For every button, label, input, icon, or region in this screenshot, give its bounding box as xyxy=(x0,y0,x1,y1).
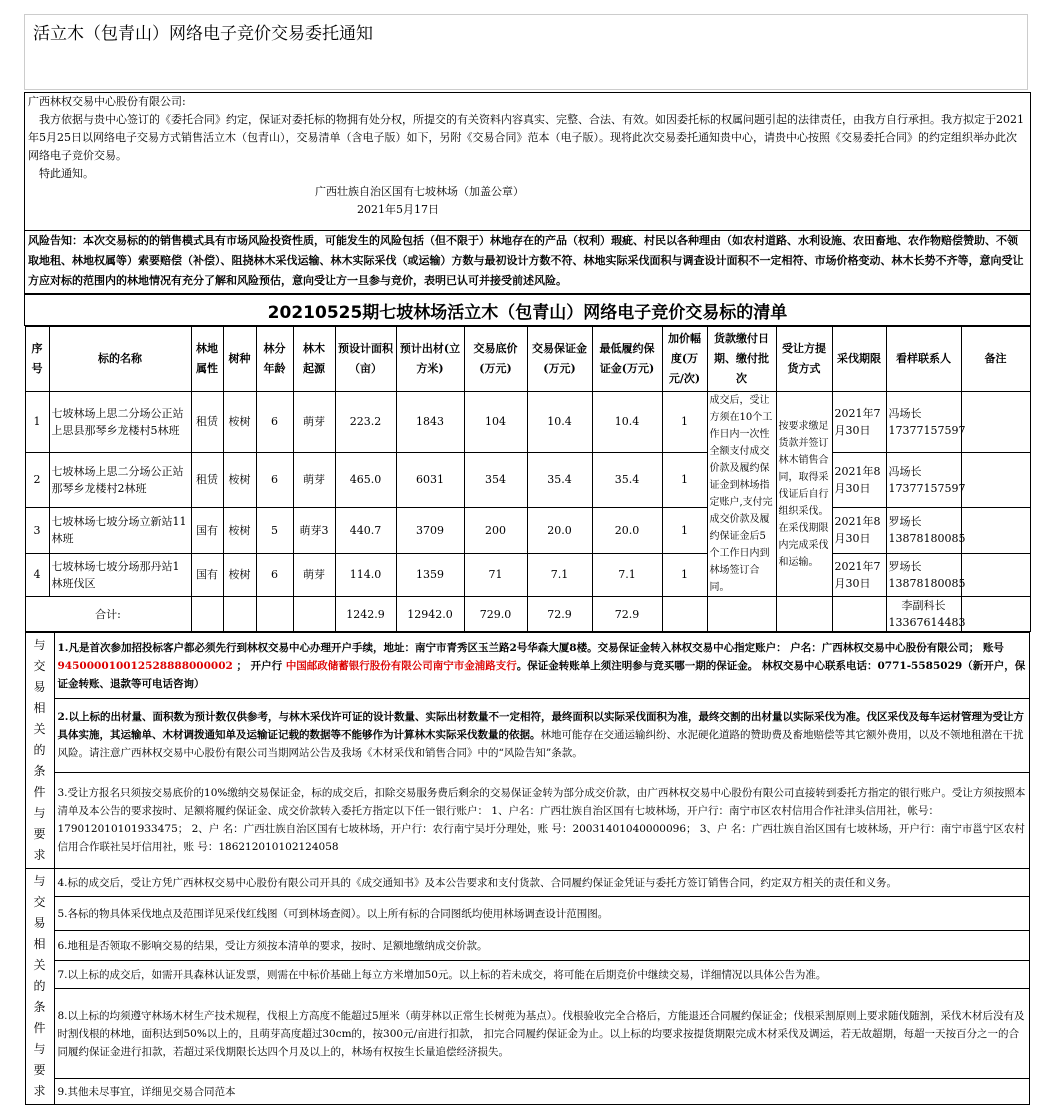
cell-age: 6 xyxy=(256,452,293,508)
cell-perf: 35.4 xyxy=(592,452,662,508)
total-volume: 12942.0 xyxy=(396,597,464,632)
list-title: 20210525期七坡林场活立木（包青山）网络电子竞价交易标的清单 xyxy=(25,294,1031,326)
column-header: 货款缴付日期、缴付批次 xyxy=(707,327,776,392)
condition-6: 6.地租是否领取不影响交易的结果，受让方须按本清单的要求，按时、足额地缴纳成交价款。 xyxy=(54,931,1029,961)
condition-1: 1.凡是首次参加招投标客户都必须先行到林权交易中心办理开户手续，地址：南宁市青秀区玉兰路2号华森大厦8楼。交易保证金转入林权交易中心指定账户： 户名：广西林权交易中心股份有限公司； 账号 945000010012528888000002 ； 开户行 中国邮政储蓄银行股份有限公司南宁市金浦路支行。保证金转账单上须注明参与竞买哪一期的保证金。 林权交易中心联系电话：0771-5585029（新开户，保证金转账、退款等可电话咨询） xyxy=(54,633,1029,699)
cell-land: 国有 xyxy=(191,508,223,553)
column-header: 交易保证金(万元) xyxy=(527,327,592,392)
cell-price: 354 xyxy=(464,452,527,508)
cell-no: 3 xyxy=(25,508,49,553)
cell-price: 104 xyxy=(464,392,527,453)
cell-land: 租赁 xyxy=(191,452,223,508)
cell-pickup: 按要求缴足货款并签订林木销售合同，取得采伐证后自行组织采伐。在采伐期限内完成采伐和运输。 xyxy=(776,392,832,597)
cell-species: 桉树 xyxy=(223,392,256,453)
cell-volume: 1359 xyxy=(396,553,464,596)
cell-name: 七坡林场七坡分场那丹站1林班伐区 xyxy=(49,553,191,596)
column-header: 交易底价(万元) xyxy=(464,327,527,392)
cell-no: 4 xyxy=(25,553,49,596)
cell-no: 2 xyxy=(25,452,49,508)
cell-note xyxy=(961,508,1030,553)
conditions-label-2: 与交易相关的条件与要求 xyxy=(25,869,54,1105)
notice-table xyxy=(24,92,1031,1105)
table-row xyxy=(25,508,1030,553)
condition-4: 4.标的成交后，受让方凭广西林权交易中心股份有限公司开具的《成交通知书》及本公告要求和支付货款、合同履约保证金凭证与委托方签订销售合同，约定双方相关的责任和义务。 xyxy=(54,869,1029,897)
cell-volume: 6031 xyxy=(396,452,464,508)
condition-3: 3.受让方报名只须按交易底价的10%缴纳交易保证金，标的成交后，扣除交易服务费后剩余的交易保证金转为部分成交价款，由广西林权交易中心股份有限公司直接转到委托方指定的银行账户。受让方须按照本清单及本公告的要求按时、足额将履约保证金、成交价款转入委托方指定以下任一银行账户： 1、户名：广西壮族自治区国有七坡林场，开户行：南宁市区农村信用合作社津头信用社，帐号：179012010101933475； 2、户 名：广西壮族自治区国有七坡林场，开户行：农行南宁吴圩分理处，账 号：20031401040000096； 3、户 名：广西壮族自治区国有七坡林场，开户行：南宁市邕宁区农村信用合作联社吴圩信用社，账 号：186212010102124058 xyxy=(54,772,1029,868)
column-header: 加价幅度(万元/次) xyxy=(662,327,707,392)
cell-area: 440.7 xyxy=(335,508,396,553)
cell-inc: 1 xyxy=(662,553,707,596)
cell-deposit: 7.1 xyxy=(527,553,592,596)
total-perf: 72.9 xyxy=(592,597,662,632)
table-row xyxy=(25,553,1030,596)
listing-table xyxy=(25,326,1031,632)
cell-age: 6 xyxy=(256,553,293,596)
total-deposit: 72.9 xyxy=(527,597,592,632)
column-header: 预计出材(立方米) xyxy=(396,327,464,392)
cell-volume: 1843 xyxy=(396,392,464,453)
cell-contact: 罗场长 13878180085 xyxy=(886,553,961,596)
cell-species: 桉树 xyxy=(223,553,256,596)
condition-5: 5.各标的物具体采伐地点及范围详见采伐红线图（可到林场查阅）。以上所有标的合同图纸均使用林场调查设计范围图。 xyxy=(54,897,1029,931)
cell-name: 七坡林场七坡分场立新站11林班 xyxy=(49,508,191,553)
column-header: 林分年龄 xyxy=(256,327,293,392)
cell-deposit: 20.0 xyxy=(527,508,592,553)
addressee: 广西林权交易中心股份有限公司: xyxy=(28,95,186,108)
date: 2021年5月17日 xyxy=(357,203,439,216)
cell-deposit: 10.4 xyxy=(527,392,592,453)
title-box xyxy=(24,14,1028,90)
column-header: 预设计面积（亩） xyxy=(335,327,396,392)
cell-note xyxy=(961,392,1030,453)
cell-period: 2021年7月30日 xyxy=(832,553,886,596)
cell-note xyxy=(961,553,1030,596)
cell-name: 七坡林场上思二分场公正站上思县那琴乡龙楼村5林班 xyxy=(49,392,191,453)
column-header: 林地属性 xyxy=(191,327,223,392)
table-row xyxy=(25,392,1030,453)
column-header: 采伐期限 xyxy=(832,327,886,392)
condition-9: 9.其他未尽事宜，详细见交易合同范本 xyxy=(54,1079,1029,1105)
cell-origin: 萌芽3 xyxy=(293,508,335,553)
cell-area: 114.0 xyxy=(335,553,396,596)
cell-price: 71 xyxy=(464,553,527,596)
total-label: 合计: xyxy=(25,597,191,632)
cell-area: 223.2 xyxy=(335,392,396,453)
condition-8: 8.以上标的均须遵守林场木材生产技术规程，伐根上方高度不能超过5厘米（萌芽林以正常生长树蔸为基点）。伐根验收完全合格后，方能退还合同履约保证金；伐根采割原则上要求随伐随割，采伐木材后没有及时割伐根的林地，面积达到50%以上的，且萌芽高度超过30cm的，按300元/亩进行扣款， 扣完合同履约保证金为止。以上标的均要求按提货期限完成木材采伐及调运，若无故超期，每超一天按百分之一的合同履约保证金进行扣款，若超过采伐期限长达四个月及以上的，林场有权按生长量追偿经济损失。 xyxy=(54,989,1029,1079)
cell-deposit: 35.4 xyxy=(527,452,592,508)
total-area: 1242.9 xyxy=(335,597,396,632)
cell-species: 桉树 xyxy=(223,452,256,508)
cell-contact: 冯场长 17377157597 xyxy=(886,392,961,453)
cell-period: 2021年8月30日 xyxy=(832,452,886,508)
bank-name: 中国邮政储蓄银行股份有限公司南宁市金浦路支行 xyxy=(285,659,517,672)
notice-body: 我方依据与贵中心签订的《委托合同》约定，保证对委托标的物拥有处分权，所提交的有关资料内容真实、完整、合法、有效。如因委托标的权属问题引起的法律责任，由我方自行承担。我方拟定于2021年5月25日以网络电子交易方式销售活立木（包青山），交易清单（含电子版）如下，另附《交易合同》范本（电子版）。现将此次交易委托通知贵中心，请贵中心按照《交易委托合同》的约定组织举办此次网络电子竞价交易。 xyxy=(28,113,1024,162)
cell-inc: 1 xyxy=(662,452,707,508)
account-number: 945000010012528888000002 xyxy=(57,659,233,672)
cell-inc: 1 xyxy=(662,508,707,553)
cell-origin: 萌芽 xyxy=(293,553,335,596)
conditions-table xyxy=(25,632,1030,1105)
page-title: 活立木（包青山）网络电子竞价交易委托通知 xyxy=(33,24,373,44)
total-price: 729.0 xyxy=(464,597,527,632)
cell-payment: 成交后，受让方须在10个工作日内一次性全额支付成交价款及履约保证金到林场指定账户,支付完成交价款及履约保证金后5个工作日内到林场签订合同。 xyxy=(707,392,776,597)
total-row xyxy=(25,597,1030,632)
column-header: 看样联系人 xyxy=(886,327,961,392)
cell-land: 国有 xyxy=(191,553,223,596)
total-contact: 李副科长 13367614483 xyxy=(886,597,961,632)
cell-age: 5 xyxy=(256,508,293,553)
conditions-label: 与交易相关的条件与要求 xyxy=(25,633,54,869)
column-header: 树种 xyxy=(223,327,256,392)
cell-species: 桉树 xyxy=(223,508,256,553)
cell-period: 2021年7月30日 xyxy=(832,392,886,453)
cell-area: 465.0 xyxy=(335,452,396,508)
closing: 特此通知。 xyxy=(28,167,94,180)
column-header: 标的名称 xyxy=(49,327,191,392)
cell-perf: 7.1 xyxy=(592,553,662,596)
notice xyxy=(25,93,1031,231)
cell-perf: 10.4 xyxy=(592,392,662,453)
condition-2: 2.以上标的出材量、面积数为预计数仅供参考，与林木采伐许可证的设计数量、实际出材数量不一定相符，最终面积以实际采伐面积为准，最终交割的出材量以实际采伐为准。伐区采伐及每车运材管理为受让方具体实施，其运输单、木材调拨通知单及运输证记载的数据等不能够作为计算林木实际采伐数量的依据。林地可能存在交通运输纠纷、水泥硬化道路的赞助费及畜地赔偿等其它额外费用，以及不领地租潜在干扰风险。请注意广西林权交易中心股份有限公司当期网站公告及我场《木材采伐和销售合同》中的“风险告知”条款。 xyxy=(54,699,1029,773)
cell-price: 200 xyxy=(464,508,527,553)
column-header: 受让方提货方式 xyxy=(776,327,832,392)
cell-origin: 萌芽 xyxy=(293,452,335,508)
cell-origin: 萌芽 xyxy=(293,392,335,453)
cell-contact: 冯场长 17377157597 xyxy=(886,452,961,508)
cell-note xyxy=(961,452,1030,508)
cell-perf: 20.0 xyxy=(592,508,662,553)
cell-no: 1 xyxy=(25,392,49,453)
signer: 广西壮族自治区国有七坡林场（加盖公章） xyxy=(315,185,524,198)
cell-contact: 罗场长 13878180085 xyxy=(886,508,961,553)
cell-inc: 1 xyxy=(662,392,707,453)
cell-period: 2021年8月30日 xyxy=(832,508,886,553)
risk-notice: 风险告知：本次交易标的的销售模式具有市场风险投资性质，可能发生的风险包括（但不限于）林地存在的产品（权利）瑕疵、村民以各种理由（如农村道路、水利设施、农田畜地、农作物赔偿赞助、不领取地租、林地权属等）索要赔偿（补偿）、阻挠林木采伐运输、林木实际采伐（或运输）方数与最初设计方数不符、林地实际采伐面积与调查设计面积不一定相符、市场价格变动、林木长势不齐等，意向受让方应对标的范围内的林地情况有充分了解和风险预估，意向受让方一旦参与竞价，表明已认可并接受前述风险。 xyxy=(25,231,1031,295)
cell-name: 七坡林场上思二分场公正站那琴乡龙楼村2林班 xyxy=(49,452,191,508)
cell-age: 6 xyxy=(256,392,293,453)
cell-land: 租赁 xyxy=(191,392,223,453)
column-header: 序号 xyxy=(25,327,49,392)
table-row xyxy=(25,452,1030,508)
condition-7: 7.以上标的成交后，如需开具森林认证发票，则需在中标价基础上每立方米增加50元。以上标的若未成交，将可能在后期竞价中继续交易，详细情况以具体公告为准。 xyxy=(54,961,1029,989)
column-header: 备注 xyxy=(961,327,1030,392)
cell-volume: 3709 xyxy=(396,508,464,553)
column-header: 林木 起源 xyxy=(293,327,335,392)
column-header: 最低履约保证金(万元) xyxy=(592,327,662,392)
